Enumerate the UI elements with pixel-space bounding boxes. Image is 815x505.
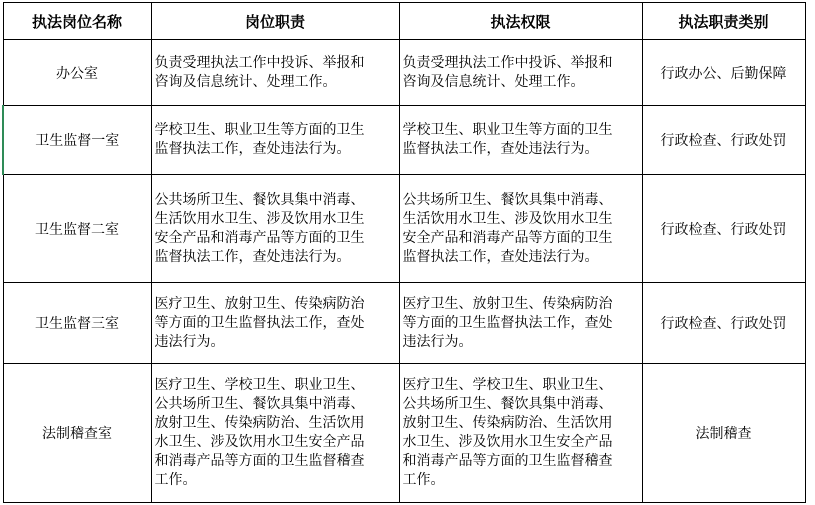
post-name-cell[interactable]: 卫生监督一室 (3, 106, 151, 175)
header-row (3, 3, 805, 40)
duty-cell[interactable] (151, 40, 399, 106)
post-name-cell[interactable]: 卫生监督三室 (3, 283, 151, 364)
authority-text: 学校卫生、职业卫生等方面的卫生 监督执法工作，查处违法行为。 (402, 122, 613, 157)
duty-text: 医疗卫生、学校卫生、职业卫生、 公共场所卫生、餐饮具集中消毒、 放射卫生、传染病防治、生活饮用 水卫生、涉及饮用水卫生安全产品 和消毒产品等方面的卫生监督稽查 工作。 (154, 377, 365, 488)
category-cell[interactable]: 行政检查、行政处罚 (642, 106, 805, 175)
post-name-cell[interactable]: 卫生监督二室 (3, 175, 151, 283)
authority-cell[interactable] (399, 106, 642, 175)
header-duty: 岗位职责 (151, 3, 399, 40)
authority-cell[interactable] (399, 364, 642, 503)
table-row (3, 175, 805, 283)
authority-cell[interactable] (399, 283, 642, 364)
table-row (3, 40, 805, 106)
table-row (3, 364, 805, 503)
header-post-name: 执法岗位名称 (3, 3, 151, 40)
duty-cell[interactable] (151, 106, 399, 175)
header-authority: 执法权限 (399, 3, 642, 40)
category-cell[interactable]: 行政检查、行政处罚 (642, 175, 805, 283)
category-cell[interactable]: 行政办公、后勤保障 (642, 40, 805, 106)
post-name-cell[interactable]: 办公室 (3, 40, 151, 106)
header-category: 执法职责类别 (642, 3, 805, 40)
duty-text: 医疗卫生、放射卫生、传染病防治 等方面的卫生监督执法工作，查处 违法行为。 (154, 295, 365, 350)
category-cell[interactable]: 行政检查、行政处罚 (642, 283, 805, 364)
authority-text: 医疗卫生、学校卫生、职业卫生、 公共场所卫生、餐饮具集中消毒、 放射卫生、传染病防治、生活饮用 水卫生、涉及饮用水卫生安全产品 和消毒产品等方面的卫生监督稽查 工作。 (402, 377, 613, 488)
post-name-cell[interactable]: 法制稽查室 (3, 364, 151, 503)
duty-text: 公共场所卫生、餐饮具集中消毒、 生活饮用水卫生、涉及饮用水卫生 安全产品和消毒产品等方面的卫生 监督执法工作，查处违法行为。 (154, 191, 365, 265)
authority-text: 医疗卫生、放射卫生、传染病防治 等方面的卫生监督执法工作，查处 违法行为。 (402, 295, 613, 350)
duty-text: 学校卫生、职业卫生等方面的卫生 监督执法工作，查处违法行为。 (154, 122, 365, 157)
category-cell[interactable]: 法制稽查 (642, 364, 805, 503)
authority-text: 负责受理执法工作中投诉、举报和 咨询及信息统计、处理工作。 (402, 54, 613, 90)
authority-cell[interactable] (399, 175, 642, 283)
authority-text: 公共场所卫生、餐饮具集中消毒、 生活饮用水卫生、涉及饮用水卫生 安全产品和消毒产品等方面的卫生 监督执法工作，查处违法行为。 (402, 191, 613, 265)
duty-cell[interactable] (151, 283, 399, 364)
duty-cell[interactable] (151, 364, 399, 503)
authority-cell[interactable] (399, 40, 642, 106)
duty-text: 负责受理执法工作中投诉、举报和 咨询及信息统计、处理工作。 (154, 54, 365, 90)
table-row (3, 106, 805, 175)
table-row (3, 283, 805, 364)
duty-cell[interactable] (151, 175, 399, 283)
duty-table (2, 2, 806, 503)
